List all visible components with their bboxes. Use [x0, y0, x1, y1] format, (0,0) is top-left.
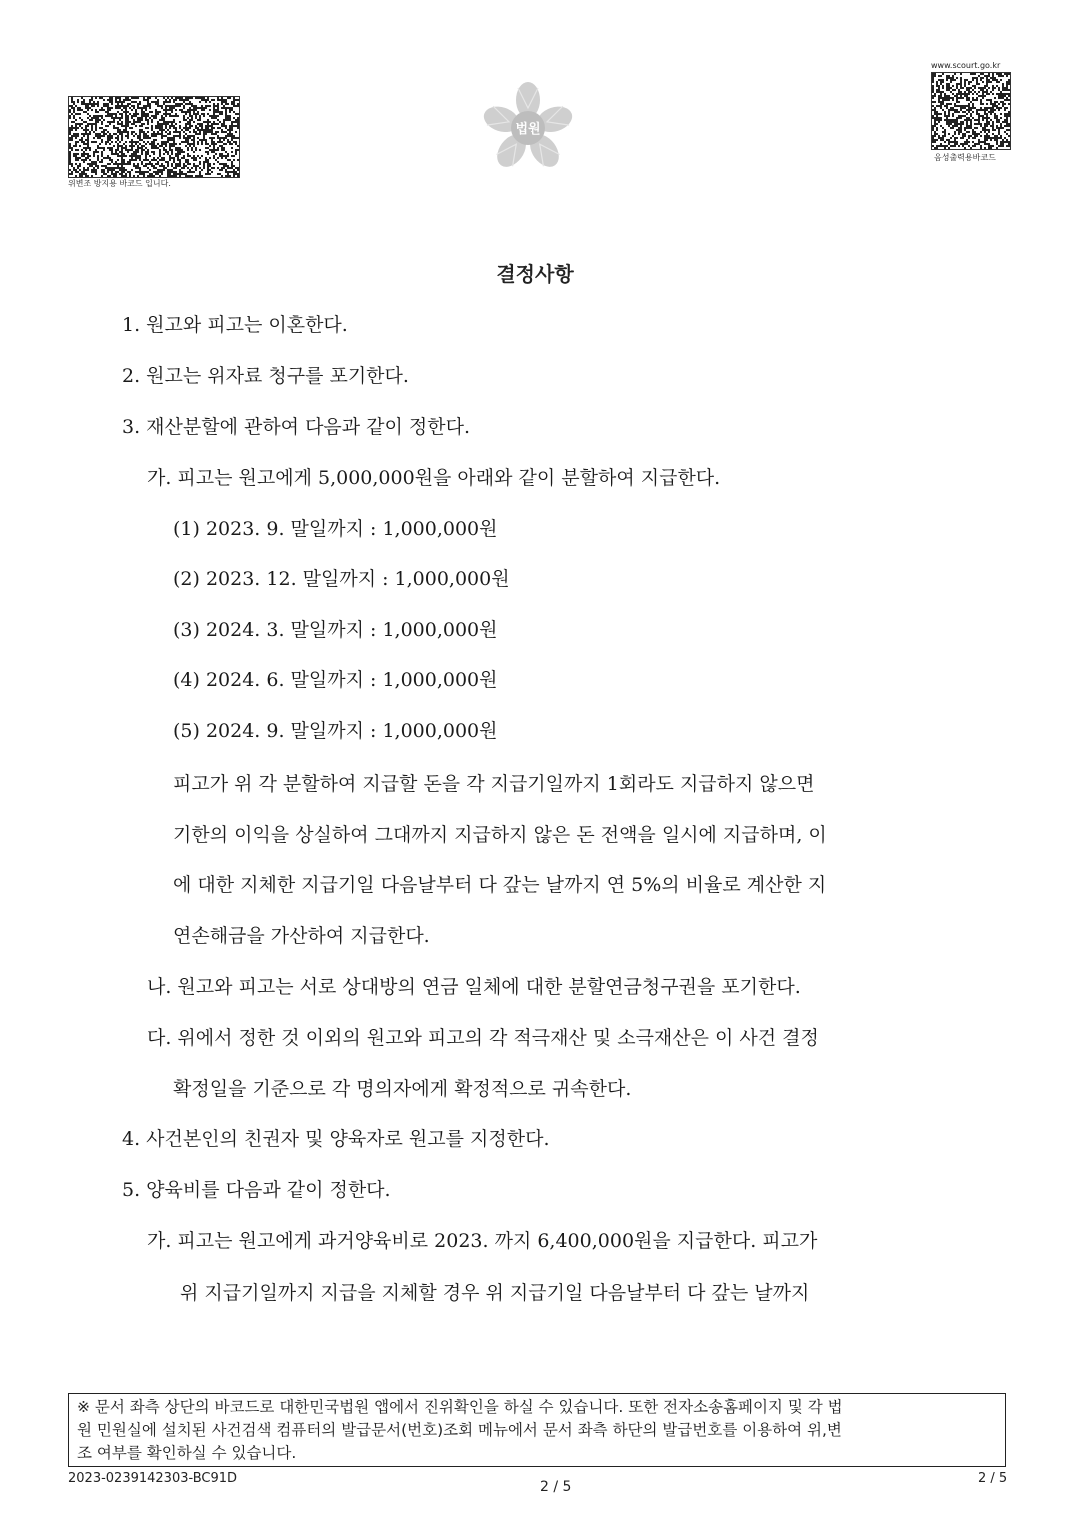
item-5-ga-line-2: 위 지급기일까지 지급을 지체할 경우 위 지급기일 다음날부터 다 갚는 날까지	[180, 1282, 810, 1304]
item-3-da-line-1: 다. 위에서 정한 것 이외의 원고와 피고의 각 적극재산 및 소극재산은 이 사건 결정	[147, 1027, 819, 1049]
notice-line-1: ※ 문서 좌측 상단의 바코드로 대한민국법원 앱에서 진위확인을 하실 수 있습니다. 또한 전자소송홈페이지 및 각 법	[77, 1398, 843, 1416]
default-clause-line-4: 연손해금을 가산하여 지급한다.	[173, 925, 430, 947]
seal-text: 법원	[515, 122, 541, 137]
installment-3: (3) 2024. 3. 말일까지 : 1,000,000원	[173, 619, 498, 641]
item-3-na: 나. 원고와 피고는 서로 상대방의 연금 일체에 대한 분할연금청구권을 포기한다.	[147, 976, 801, 998]
item-3: 3. 재산분할에 관하여 다음과 같이 정한다.	[122, 416, 471, 438]
installment-5: (5) 2024. 9. 말일까지 : 1,000,000원	[173, 720, 498, 742]
item-3-ga: 가. 피고는 원고에게 5,000,000원을 아래와 같이 분할하여 지급한다.	[147, 467, 721, 489]
barcode-pattern-right	[932, 73, 1010, 149]
page-number-center: 2 / 5	[540, 1479, 572, 1495]
court-seal-emblem	[478, 78, 578, 178]
notice-line-3: 조 여부를 확인하실 수 있습니다.	[77, 1444, 297, 1462]
installment-2: (2) 2023. 12. 말일까지 : 1,000,000원	[173, 568, 510, 590]
anti-forgery-barcode	[68, 96, 240, 178]
issue-number: 2023-0239142303-BC91D	[68, 1471, 238, 1486]
verification-notice	[68, 1393, 1006, 1467]
default-clause-line-2: 기한의 이익을 상실하여 그대까지 지급하지 않은 돈 전액을 일시에 지급하며, 이	[173, 824, 827, 846]
installment-4: (4) 2024. 6. 말일까지 : 1,000,000원	[173, 669, 498, 691]
item-5-ga-line-1: 가. 피고는 원고에게 과거양육비로 2023. 까지 6,400,000원을 지급한다. 피고가	[147, 1230, 818, 1252]
default-clause-line-3: 에 대한 지체한 지급기일 다음날부터 다 갚는 날까지 연 5%의 비율로 계산한 지	[173, 874, 827, 896]
default-clause-line-1: 피고가 위 각 분할하여 지급할 돈을 각 지급기일까지 1회라도 지급하지 않으면	[173, 773, 815, 795]
voice-output-barcode	[931, 72, 1011, 150]
barcode-pattern-left	[69, 97, 239, 177]
court-seal-icon	[478, 78, 578, 178]
page-number-right: 2 / 5	[978, 1471, 1008, 1486]
item-1: 1. 원고와 피고는 이혼한다.	[122, 314, 348, 336]
page-title: 결정사항	[496, 262, 574, 286]
item-4: 4. 사건본인의 친권자 및 양육자로 원고를 지정한다.	[122, 1128, 550, 1150]
item-3-da-line-2: 확정일을 기준으로 각 명의자에게 확정적으로 귀속한다.	[173, 1078, 632, 1100]
item-5: 5. 양육비를 다음과 같이 정한다.	[122, 1179, 391, 1201]
installment-1: (1) 2023. 9. 말일까지 : 1,000,000원	[173, 518, 498, 540]
right-barcode-caption: 음성출력용바코드	[934, 153, 996, 162]
notice-line-2: 원 민원실에 설치된 사건검색 컴퓨터의 발급문서(번호)조회 메뉴에서 문서 좌측 하단의 발급번호를 이용하여 위,변	[77, 1421, 842, 1439]
item-2: 2. 원고는 위자료 청구를 포기한다.	[122, 365, 409, 387]
left-barcode-caption: 위변조 방지용 바코드 입니다.	[68, 179, 171, 188]
court-url: www.scourt.go.kr	[931, 61, 1001, 70]
